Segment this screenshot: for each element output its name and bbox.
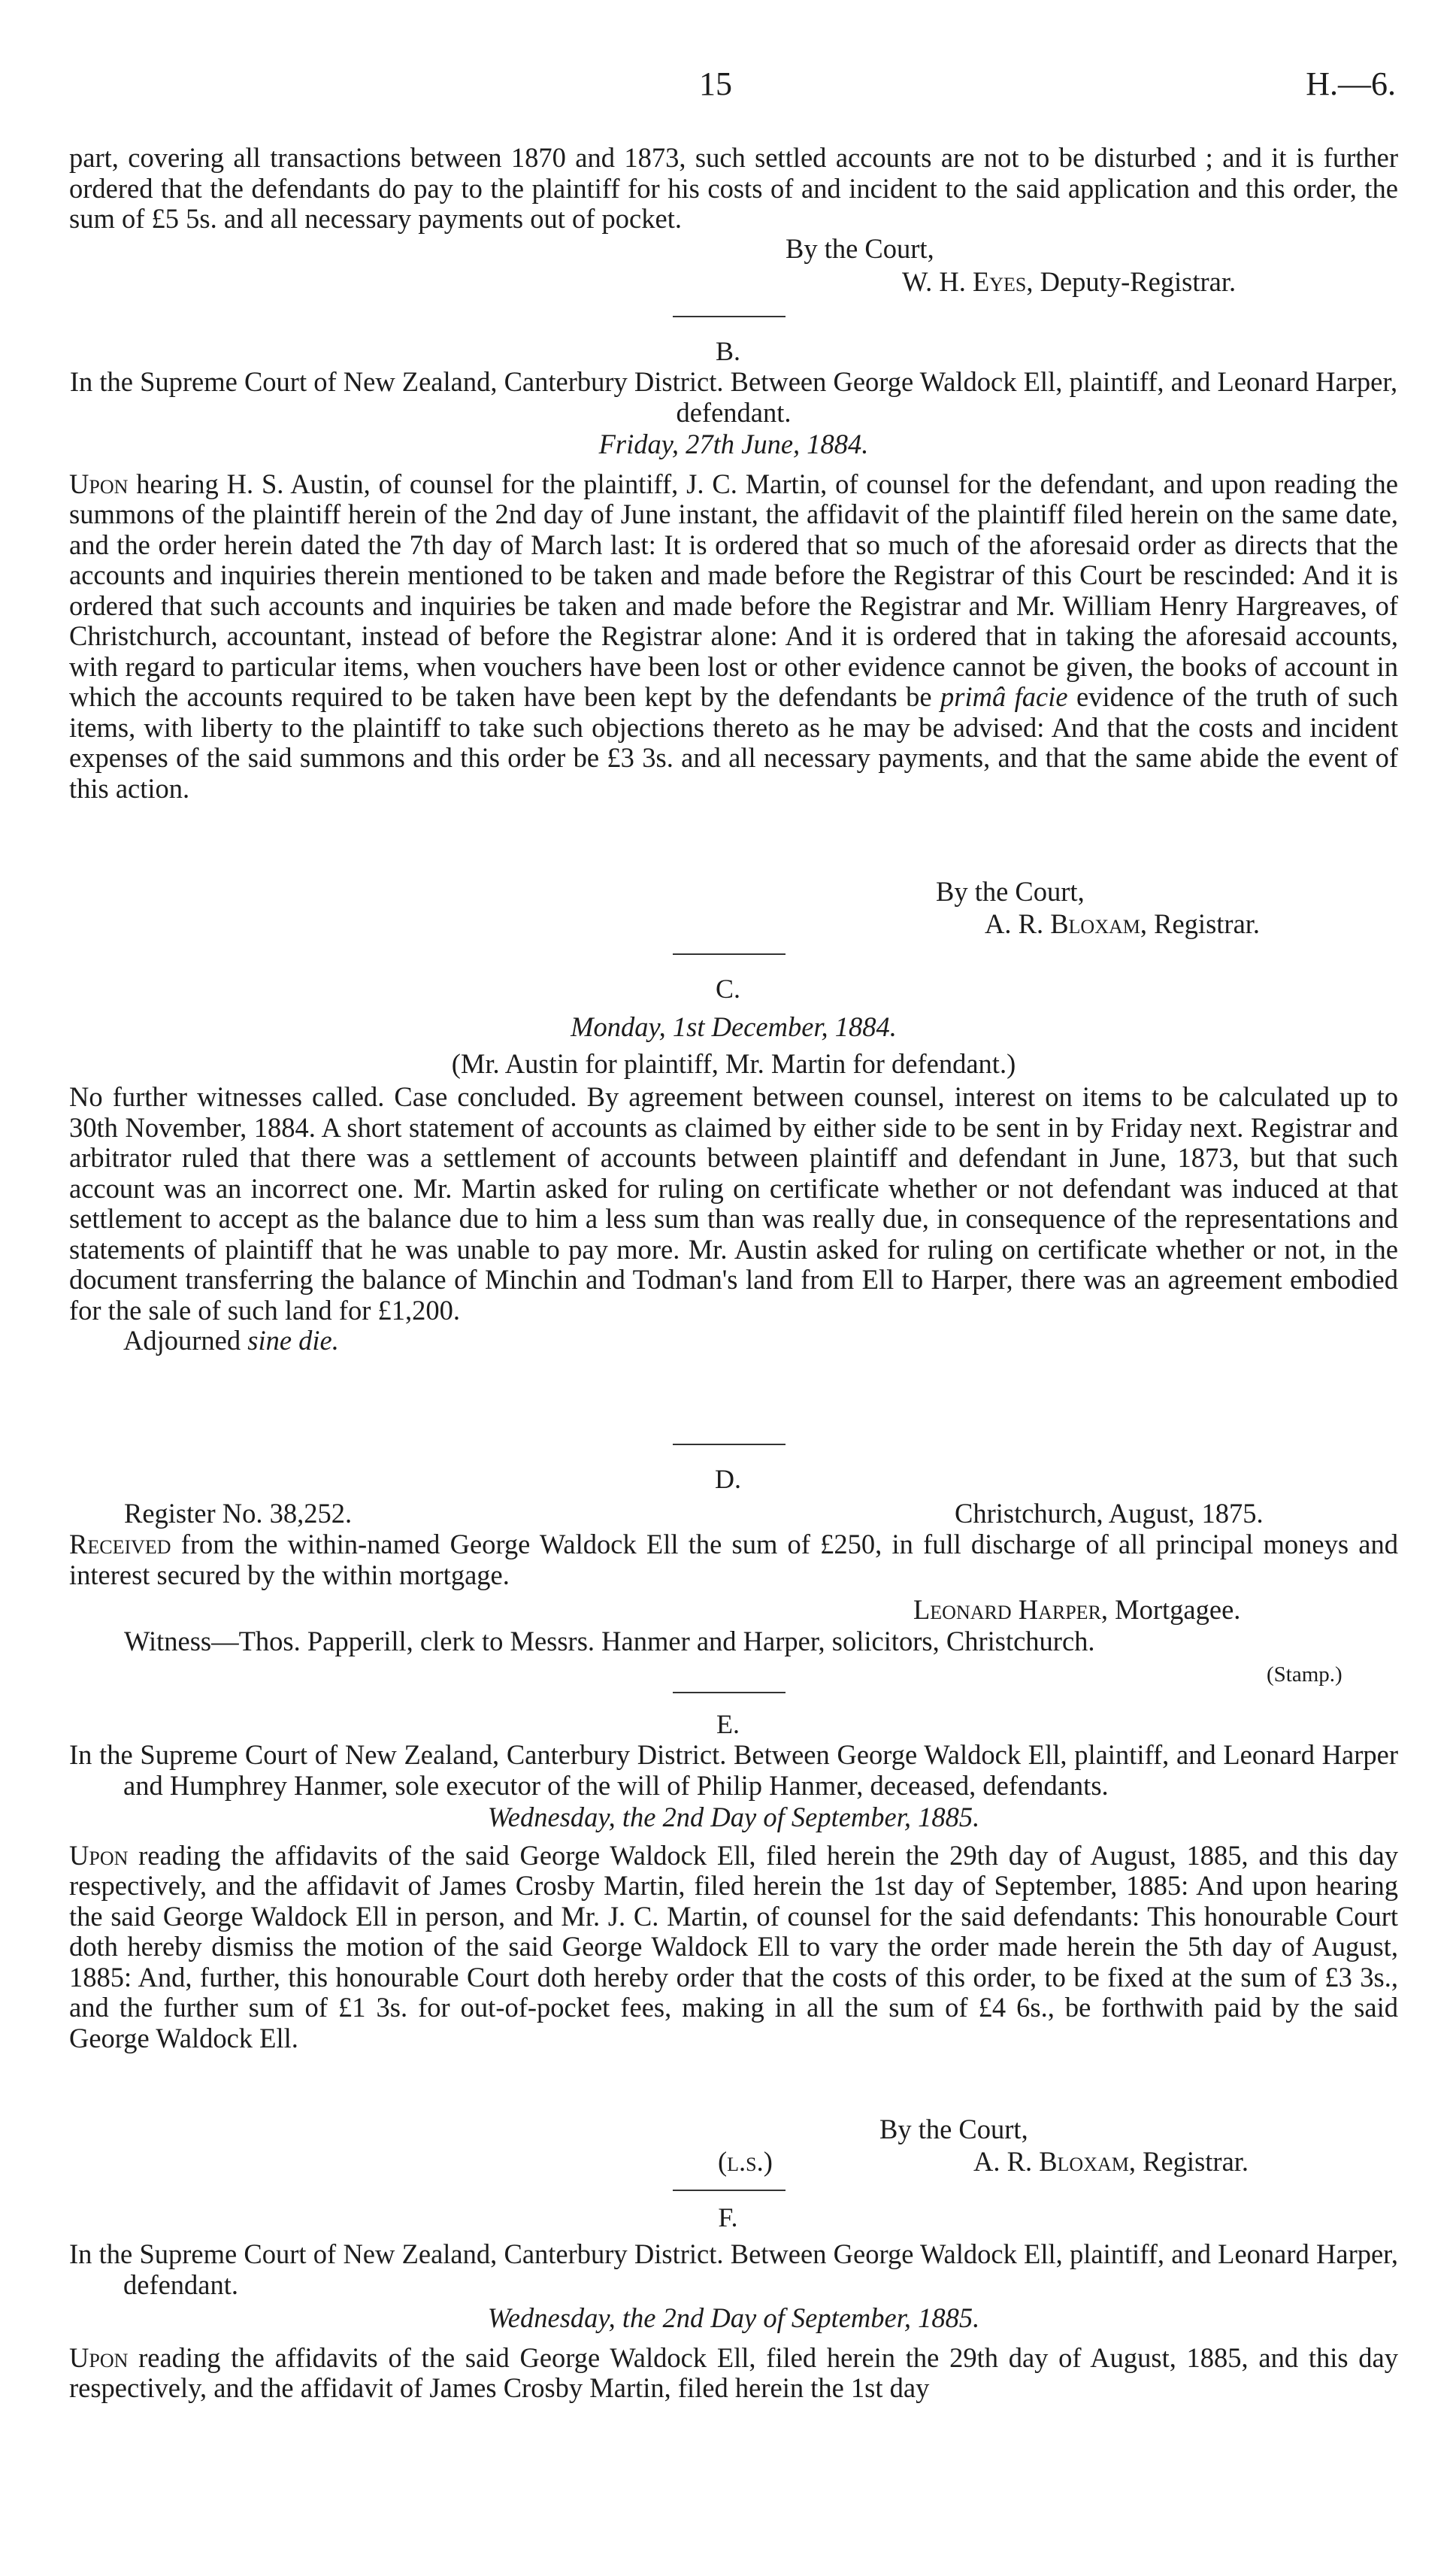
signer-title: , Registrar. [1140,908,1261,939]
upon-word: Upon [69,2341,129,2373]
section-divider [673,2190,786,2191]
section-continuation [69,143,1398,235]
section-b [69,367,1398,804]
by-the-court: By the Court, [786,233,934,264]
section-c-adjourned [69,1326,1398,1356]
section-letter-e: E. [716,1709,740,1739]
section-divider [673,953,786,955]
signature [973,2146,1249,2177]
body-text: reading the affidavits of the said George Waldock Ell, filed herein the 29th day of August, 1885, and this day respectively, and the affidavit of James Crosby Martin, filed herein the 1st day of September, 1885: And upon hearing the said George Waldock Ell in person, and Mr. J. C. Martin, of counsel for the said defendants: This honourable Court doth hereby dismiss the motion of the said George Waldock Ell to vary the order made herein the 5th day of August, 1885: And, further, this honourable Court doth hereby order that the costs of this order, to be fixed at the sum of £3 3s., and the further sum of £1 3s. for out-of-pocket fees, making in all the sum of £4 6s., be forthwith paid by the said George Waldock Ell. [69,1839,1398,2053]
signer-name: A. R. Bloxam [973,2146,1129,2177]
section-f [69,2239,1398,2404]
section-e-date: Wednesday, the 2nd Day of September, 1885. [487,1802,980,1832]
register-number: Register No. 38,252. [124,1498,353,1529]
signer-title: , Registrar. [1128,2146,1249,2177]
section-divider [673,1444,786,1445]
body-text: from the within-named George Waldock Ell the sum of £250, in full discharge of all principal moneys and interest secured by the within mortgage. [69,1529,1398,1590]
section-letter-f: F. [718,2202,738,2232]
continuation-paragraph: part, covering all transactions between 1870 and 1873, such settled accounts are not to be disturbed ; and it is further ordered that the defendants do pay to the plaintiff for his costs of and incident to the said application and this order, the sum of £5 5s. and all necessary payments out of pocket. [69,142,1398,234]
section-letter-c: C. [715,974,740,1004]
body-text: hearing H. S. Austin, of counsel for the plaintiff, J. C. Martin, of counsel for the defendant, and upon reading the summons of the plaintiff herein of the 2nd day of June instant, the affidavit of the plaintiff filed herein on the same date, and the order herein dated the 7th day of March last: It is ordered that so much of the aforesaid order as directs that the accounts and inquiries therein mentioned to be taken and made before the Registrar of this Court be rescinded: And it is ordered that such accounts and inquiries be taken and made before the Registrar and Mr. William Henry Hargreaves, of Christchurch, accountant, instead of before the Registrar alone: And it is ordered that in taking the aforesaid accounts, with regard to particular items, when vouchers have been lost or other evidence cannot be given, the books of account in which the accounts required to be taken have been kept by the defendants be [69,468,1398,712]
signer-title: , Deputy-Registrar. [1026,266,1237,297]
by-the-court: By the Court, [936,876,1085,907]
page-number: 15 [699,65,732,102]
section-b-date: Friday, 27th June, 1884. [598,429,869,459]
section-divider [673,1692,786,1693]
stamp-note: (Stamp.) [1267,1662,1342,1687]
section-b-body [69,469,1398,805]
seal-text: (l.s.) [718,2146,773,2177]
section-e-body [69,1841,1398,2054]
section-e [69,1740,1398,2053]
section-letter-b: B. [715,336,740,366]
section-divider [673,316,786,317]
section-f-heading: In the Supreme Court of New Zealand, Canterbury District. Between George Waldock Ell, plaintiff, and Leonard Harper, defendant. [69,2238,1398,2300]
by-the-court: By the Court, [879,2114,1028,2144]
latin-term: sine die. [247,1325,339,1356]
body-text: reading the affidavits of the said George Waldock Ell, filed herein the 29th day of August, 1885, and this day respectively, and the affidavit of James Crosby Martin, filed herein the 1st day [69,2341,1398,2403]
section-c-date: Monday, 1st December, 1884. [571,1011,897,1042]
mortgagee-signature [913,1594,1240,1625]
section-f-body [69,2343,1398,2404]
section-letter-d: D. [715,1464,741,1494]
body-text: evidence of the truth of such items, with liberty to the plaintiff to take such objections thereto as he may be advised: And that the costs and incident expenses of the said summons and this order be £3 3s. and all necessary payments, and that the same abide the event of this action. [69,681,1399,804]
signer-title: , Mortgagee. [1100,1594,1241,1625]
latin-term: primâ facie [940,681,1068,712]
signer-name: W. H. Eyes [902,266,1027,297]
section-e-heading: In the Supreme Court of New Zealand, Canterbury District. Between George Waldock Ell, plaintiff, and Leonard Harper and Humphrey Hanmer, sole executor of the will of Philip Hanmer, deceased, defendants. [69,1739,1398,1801]
upon-word: Upon [69,468,129,499]
place-date: Christchurch, August, 1875. [955,1498,1264,1529]
signer-name: Leonard Harper [913,1594,1101,1625]
upon-word: Upon [69,1839,129,1871]
section-c-body: No further witnesses called. Case concluded. By agreement between counsel, interest on items to be calculated up to 30th November, 1884. A short statement of accounts as claimed by either side to be sent in by Friday next. Registrar and arbitrator ruled that there was a settlement of accounts between plaintiff and defendant in June, 1873, but that such account was an incorrect one. Mr. Martin asked for ruling on certificate whether or not defendant was induced at that settlement to accept as the balance due to him a less sum than was really due, in consequence of the representations and statements of plaintiff that he was unable to pay more. Mr. Austin asked for ruling on certificate whether or not, in the document transferring the balance of Minchin and Todman's land from Ell to Harper, there was an agreement embodied for the sale of such land for £1,200. [69,1081,1398,1326]
signature [902,266,1236,297]
adjourned-text: Adjourned [123,1325,248,1356]
section-b-heading: In the Supreme Court of New Zealand, Canterbury District. Between George Waldock Ell, plaintiff, and Leonard Harper, defendant. [69,366,1398,428]
section-d-body [69,1529,1398,1590]
seal-mark [718,2146,773,2177]
signer-name: A. R. Bloxam [985,908,1140,939]
received-word: Received [69,1529,171,1559]
section-c-counsel: (Mr. Austin for plaintiff, Mr. Martin for defendant.) [451,1047,1016,1079]
witness-line: Witness—Thos. Papperill, clerk to Messrs. Hanmer and Harper, solicitors, Christchurch. [124,1626,1095,1656]
section-f-date: Wednesday, the 2nd Day of September, 1885. [487,2302,980,2333]
signature [985,908,1260,939]
section-d [69,1529,1398,1590]
section-c [69,1012,1398,1356]
document-code: H.—6. [1306,65,1396,102]
